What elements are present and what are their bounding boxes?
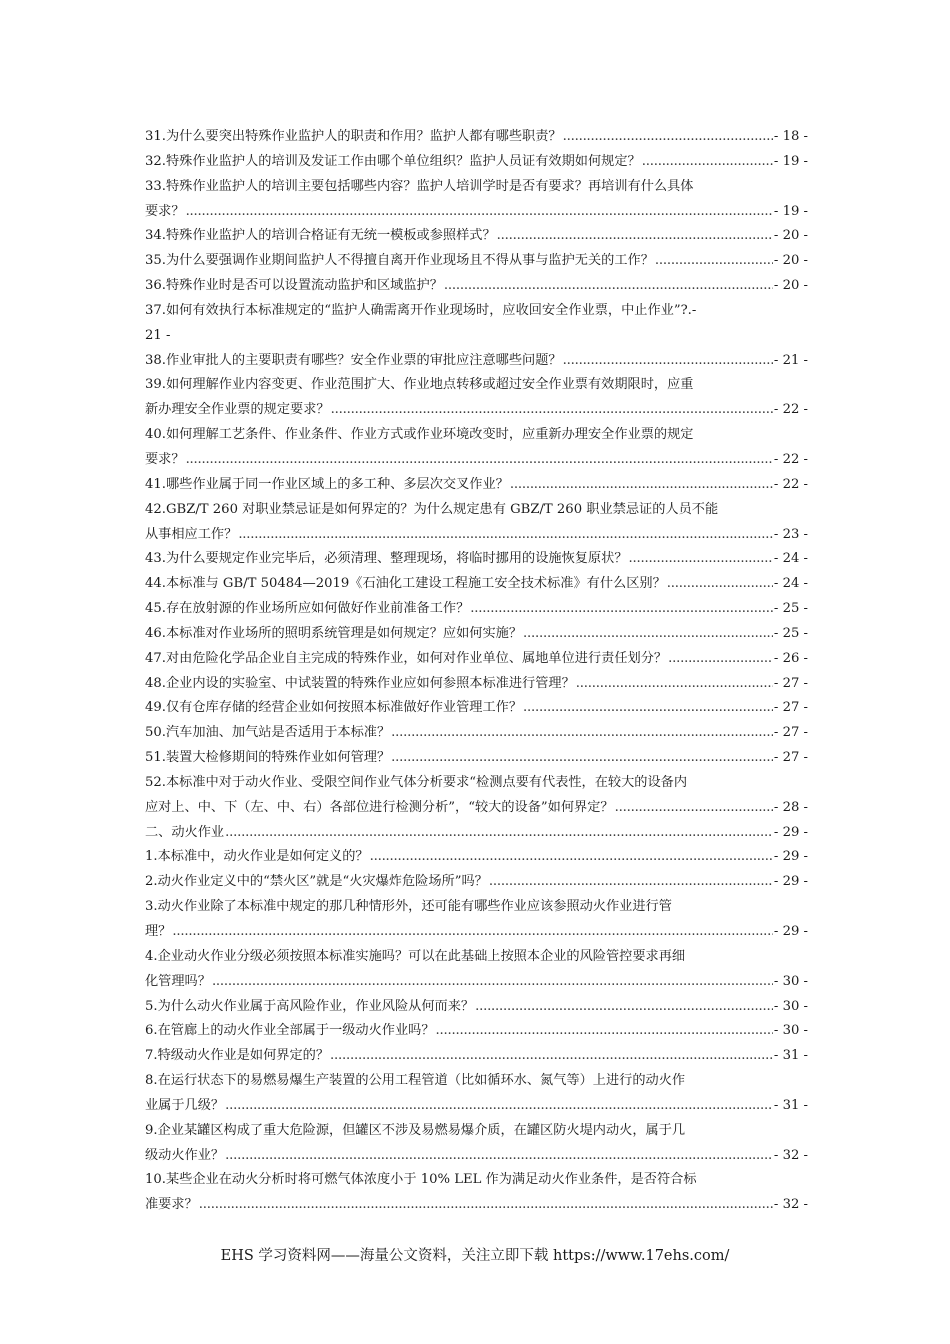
toc-page-number: - 29 - <box>773 849 808 865</box>
toc-page-number: - 29 - <box>773 824 808 840</box>
toc-entry[interactable] <box>145 150 808 175</box>
toc-entry-title: 新办理安全作业票的规定要求？ <box>145 402 330 418</box>
toc-entry-row <box>145 821 808 846</box>
toc-entry-row <box>145 995 808 1020</box>
dot-leader <box>667 572 773 597</box>
dot-leader <box>436 1019 773 1044</box>
toc-entry[interactable] <box>145 995 808 1020</box>
dot-leader <box>523 622 773 647</box>
toc-entry-title: 5.为什么动火作业属于高风险作业，作业风险从何而来？ <box>145 998 475 1014</box>
toc-entry-title: 46.本标准对作业场所的照明系统管理是如何规定？应如何实施？ <box>145 625 523 641</box>
toc-entry-row <box>145 796 808 821</box>
toc-entry-row <box>145 473 808 498</box>
dot-leader <box>563 349 773 374</box>
toc-page-number: - 20 - <box>773 278 808 294</box>
dot-leader <box>444 274 773 299</box>
toc-entry-row <box>145 349 808 374</box>
toc-entry-line: 8.在运行状态下的易燃易爆生产装置的公用工程管道（比如循环水、氮气等）上进行的动火作 <box>145 1073 686 1089</box>
toc-entry-row <box>145 721 808 746</box>
toc-entry-title: 38.作业审批人的主要职责有哪些？安全作业票的审批应注意哪些问题？ <box>145 352 562 368</box>
toc-entry-row <box>145 696 808 721</box>
toc-page-number: - 27 - <box>773 675 808 691</box>
toc-entry-title: 级动火作业？ <box>145 1147 225 1163</box>
dot-leader <box>172 920 773 945</box>
toc-entry-row <box>145 845 808 870</box>
toc-entry-title: 48.企业内设的实验室、中试装置的特殊作业应如何参照本标准进行管理？ <box>145 675 575 691</box>
toc-page-number: - 29 - <box>773 874 808 890</box>
toc-page-number: - 27 - <box>773 750 808 766</box>
toc-page-number: - 23 - <box>773 526 808 542</box>
toc-entry-line: 40.如何理解工艺条件、作业条件、作业方式或作业环境改变时，应重新办理安全作业票的规定 <box>145 427 694 443</box>
dot-leader <box>510 473 773 498</box>
dot-leader <box>186 448 773 473</box>
dot-leader <box>331 398 773 423</box>
toc-entry-title: 要求？ <box>145 203 185 219</box>
toc-entry[interactable] <box>145 696 808 721</box>
page-footer: EHS 学习资料网——海量公文资料，关注立即下载 https://www.17ehs.com/ <box>220 1248 730 1264</box>
toc-entry-line: 3.动火作业除了本标准中规定的那几种情形外，还可能有哪些作业应该参照动火作业进行管 <box>145 899 672 915</box>
dot-leader <box>238 523 773 548</box>
dot-leader <box>655 249 773 274</box>
toc-page-number: - 19 - <box>773 153 808 169</box>
toc-entry[interactable] <box>145 1119 808 1169</box>
toc-entry[interactable] <box>145 224 808 249</box>
toc-entry-row <box>145 523 808 548</box>
toc-page-number: - 29 - <box>773 924 808 939</box>
dot-leader <box>199 1193 773 1218</box>
dot-leader <box>523 696 773 721</box>
toc-entry-row <box>145 1019 808 1044</box>
toc-page-number: - 30 - <box>773 1023 808 1039</box>
toc-page-number: - 22 - <box>773 402 808 418</box>
toc-page-number: - 20 - <box>773 228 808 244</box>
dot-leader <box>225 1144 773 1169</box>
toc-entry-row <box>145 672 808 697</box>
toc-entry-title: 准要求？ <box>145 1197 198 1213</box>
toc-page-number: - 32 - <box>773 1147 808 1163</box>
toc-entry-title: 43.为什么要规定作业完毕后，必须清理、整理现场，将临时挪用的设施恢复原状？ <box>145 551 628 567</box>
dot-leader <box>615 796 773 821</box>
toc-entry[interactable] <box>145 721 808 746</box>
toc-entry[interactable] <box>145 299 808 349</box>
toc-entry[interactable] <box>145 473 808 498</box>
toc-entry-title: 2.动火作业定义中的“禁火区”就是“火灾爆炸危险场所”吗？ <box>145 874 488 890</box>
toc-entry-row <box>145 125 808 150</box>
toc-entry[interactable] <box>145 175 808 225</box>
toc-entry-row <box>145 647 808 672</box>
toc-entry-row <box>145 200 808 225</box>
toc-entry[interactable] <box>145 1019 808 1044</box>
toc-entry[interactable] <box>145 349 808 374</box>
toc-entry-title: 36.特殊作业时是否可以设置流动监护和区域监护？ <box>145 278 443 294</box>
toc-entry-row <box>145 249 808 274</box>
toc-page-number: - 24 - <box>773 551 808 567</box>
toc-entry-line: 33.特殊作业监护人的培训主要包括哪些内容？监护人培训学时是否有要求？再培训有什么具体 <box>145 178 694 194</box>
toc-entry-row <box>145 1193 808 1218</box>
toc-page-number: - 18 - <box>773 129 808 144</box>
toc-entry[interactable] <box>145 1069 808 1119</box>
toc-entry-row <box>145 920 808 945</box>
toc-entry-title: 47.对由危险化学品企业自主完成的特殊作业，如何对作业单位、属地单位进行责任划分？ <box>145 650 668 666</box>
toc-entry-title: 45.存在放射源的作业场所应如何做好作业前准备工作？ <box>145 601 470 617</box>
toc-entry-title: 二、动火作业 <box>145 824 225 840</box>
toc-page-number: - 26 - <box>773 650 808 666</box>
toc-entry-row <box>145 870 808 895</box>
toc-page-number: - 25 - <box>773 625 808 641</box>
toc-entry[interactable] <box>145 274 808 299</box>
toc-entry-row <box>145 547 808 572</box>
toc-entry-title: 业属于几级？ <box>145 1097 225 1113</box>
toc-entry-line: 4.企业动火作业分级必须按照本标准实施吗？可以在此基础上按照本企业的风险管控要求再细 <box>145 948 686 964</box>
toc-entry-title: 1.本标准中，动火作业是如何定义的？ <box>145 849 369 865</box>
toc-entry-row <box>145 150 808 175</box>
toc-entry[interactable] <box>145 647 808 672</box>
toc-entry[interactable] <box>145 125 808 150</box>
toc-entry-line: 42.GBZ/T 260 对职业禁忌证是如何界定的？为什么规定患有 GBZ/T 260 职业禁忌证的人员不能 <box>145 501 719 517</box>
toc-page-number: - 21 - <box>773 352 808 368</box>
toc-entry[interactable] <box>145 622 808 647</box>
toc-entry[interactable] <box>145 945 808 995</box>
toc-entry[interactable] <box>145 1168 808 1218</box>
toc-page-number: - 27 - <box>773 700 808 716</box>
dot-leader <box>475 995 773 1020</box>
toc-entry-title: 32.特殊作业监护人的培训及发证工作由哪个单位组织？监护人员证有效期如何规定？ <box>145 153 641 169</box>
dot-leader <box>642 150 773 175</box>
dot-leader <box>370 845 773 870</box>
toc-entry[interactable] <box>145 845 808 870</box>
toc-entry-title: 35.为什么要强调作业期间监护人不得擅自离开作业现场且不得从事与监护无关的工作？ <box>145 253 654 269</box>
toc-page-number: - 27 - <box>773 725 808 741</box>
table-of-contents <box>145 125 808 1218</box>
toc-entry[interactable] <box>145 821 808 846</box>
dot-leader <box>330 1044 773 1069</box>
dot-leader <box>489 870 773 895</box>
toc-entry-line: 37.如何有效执行本标准规定的“监护人确需离开作业现场时，应收回安全作业票，中止作业”?.- <box>145 302 697 318</box>
toc-page-number: - 19 - <box>773 203 808 219</box>
toc-entry-row <box>145 746 808 771</box>
dot-leader <box>629 547 773 572</box>
toc-entry-title: 化管理吗？ <box>145 973 211 989</box>
toc-page-number: - 20 - <box>773 253 808 269</box>
toc-entry-row <box>145 970 808 995</box>
toc-page-number: - 25 - <box>773 601 808 617</box>
toc-entry-row <box>145 1044 808 1069</box>
toc-entry-line: 52.本标准中对于动火作业、受限空间作业气体分析要求“检测点要有代表性，在较大的设备内 <box>145 774 688 790</box>
toc-entry-row <box>145 572 808 597</box>
toc-entry[interactable] <box>145 423 808 473</box>
toc-entry-line: 9.企业某罐区构成了重大危险源，但罐区不涉及易燃易爆介质，在罐区防火堤内动火，属于几 <box>145 1122 686 1138</box>
toc-entry[interactable] <box>145 572 808 597</box>
toc-entry[interactable] <box>145 672 808 697</box>
toc-page-number: - 24 - <box>773 576 808 592</box>
toc-page-number: - 31 - <box>773 1048 808 1064</box>
dot-leader <box>391 746 773 771</box>
toc-entry[interactable] <box>145 498 808 548</box>
toc-entry-row <box>145 622 808 647</box>
toc-entry-row <box>145 224 808 249</box>
toc-entry-title: 49.仅有仓库存储的经营企业如何按照本标准做好作业管理工作？ <box>145 700 523 716</box>
toc-entry-title: 34.特殊作业监护人的培训合格证有无统一模板或参照样式？ <box>145 228 496 244</box>
dot-leader <box>576 672 773 697</box>
toc-entry-line: 21 - <box>145 327 171 343</box>
dot-leader <box>225 821 773 846</box>
dot-leader <box>225 1094 773 1119</box>
toc-entry-title: 41.哪些作业属于同一作业区域上的多工种、多层次交叉作业？ <box>145 476 509 492</box>
dot-leader <box>212 970 773 995</box>
toc-entry-line: 10.某些企业在动火分析时将可燃气体浓度小于 10% LEL 作为满足动火作业条件，是否符合标 <box>145 1172 697 1188</box>
toc-page-number: - 32 - <box>773 1197 808 1213</box>
toc-entry-title: 应对上、中、下（左、中、右）各部位进行检测分析”，“较大的设备”如何界定？ <box>145 799 614 815</box>
toc-entry[interactable] <box>145 895 808 945</box>
toc-page-number: - 22 - <box>773 476 808 492</box>
toc-page-number: - 30 - <box>773 998 808 1014</box>
toc-entry-title: 从事相应工作？ <box>145 526 238 542</box>
toc-entry-row <box>145 1144 808 1169</box>
toc-entry[interactable] <box>145 870 808 895</box>
toc-page-number: - 31 - <box>773 1097 808 1113</box>
toc-entry-title: 理？ <box>145 924 172 939</box>
toc-entry-title: 51.装置大检修期间的特殊作业如何管理？ <box>145 750 391 766</box>
toc-entry-row <box>145 274 808 299</box>
toc-entry[interactable] <box>145 1044 808 1069</box>
toc-page-number: - 30 - <box>773 973 808 989</box>
toc-entry[interactable] <box>145 249 808 274</box>
toc-entry[interactable] <box>145 373 808 423</box>
toc-entry[interactable] <box>145 771 808 821</box>
toc-page-number: - 22 - <box>773 451 808 467</box>
toc-entry-row <box>145 597 808 622</box>
dot-leader <box>497 224 773 249</box>
toc-entry-row <box>145 398 808 423</box>
dot-leader <box>563 125 773 150</box>
dot-leader <box>470 597 773 622</box>
toc-entry-title: 要求？ <box>145 451 185 467</box>
dot-leader <box>668 647 773 672</box>
toc-entry-line: 39.如何理解作业内容变更、作业范围扩大、作业地点转移或超过安全作业票有效期限时，应重 <box>145 377 694 393</box>
toc-entry-row <box>145 448 808 473</box>
toc-entry-title: 50.汽车加油、加气站是否适用于本标准？ <box>145 725 391 741</box>
dot-leader <box>391 721 773 746</box>
dot-leader <box>186 200 773 225</box>
toc-entry-title: 31.为什么要突出特殊作业监护人的职责和作用？监护人都有哪些职责？ <box>145 129 562 144</box>
toc-entry-title: 44.本标准与 GB/T 50484—2019《石油化工建设工程施工安全技术标准》有什么区别？ <box>145 576 666 592</box>
toc-entry-title: 7.特级动火作业是如何界定的？ <box>145 1048 330 1064</box>
toc-entry[interactable] <box>145 597 808 622</box>
toc-entry[interactable] <box>145 746 808 771</box>
toc-entry[interactable] <box>145 547 808 572</box>
toc-entry-row <box>145 1094 808 1119</box>
toc-entry-title: 6.在管廊上的动火作业全部属于一级动火作业吗？ <box>145 1023 435 1039</box>
toc-page-number: - 28 - <box>773 799 808 815</box>
